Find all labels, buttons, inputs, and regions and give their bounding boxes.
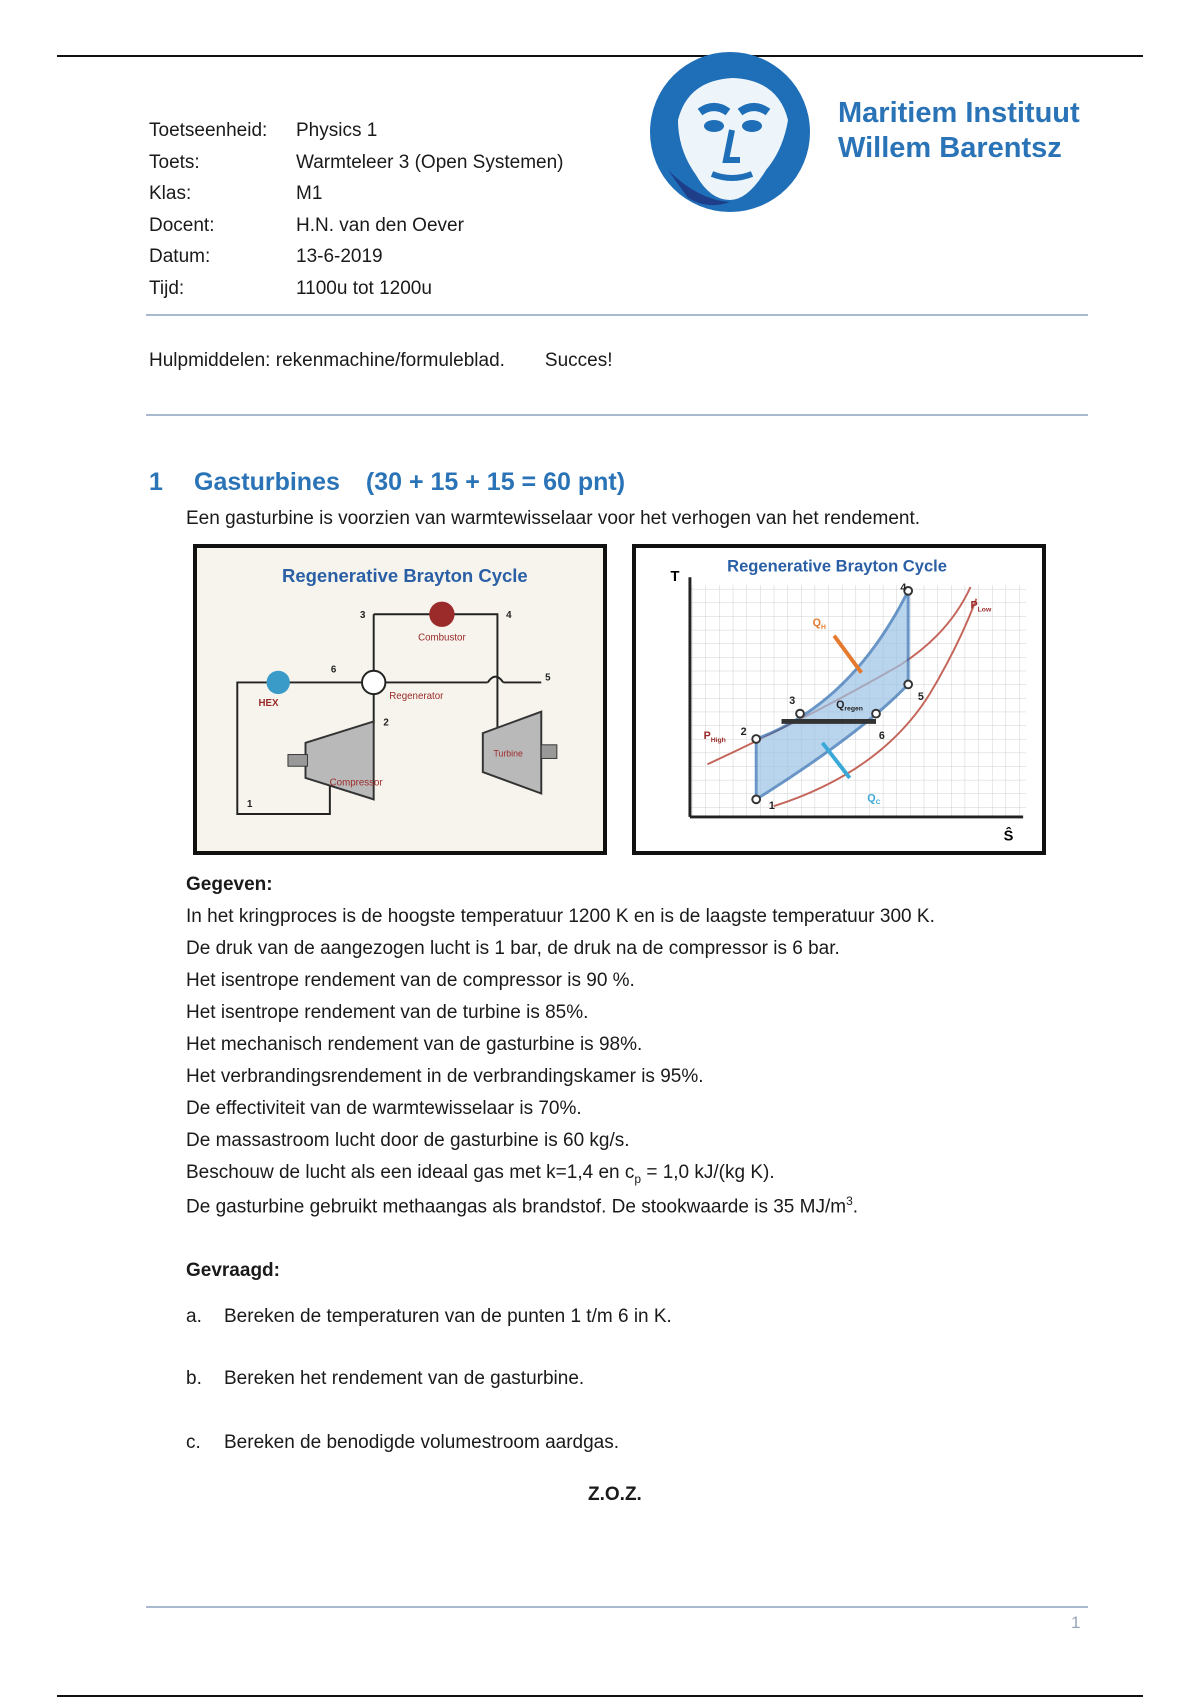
svg-text:Combustor: Combustor	[418, 632, 466, 644]
svg-text:QH: $Q_H$	[812, 616, 826, 631]
info-row-unit: Toetseenheid: Physics 1	[149, 120, 378, 141]
svg-text:6: 6	[878, 729, 885, 742]
given-line: De druk van de aangezogen lucht is 1 bar, de druk na de compressor is 6 bar.	[186, 938, 840, 959]
question-a: a. Bereken de temperaturen van de punten 1 t/m 6 in K.	[186, 1306, 672, 1327]
regenerator-icon	[362, 671, 385, 694]
svg-text:1: 1	[768, 800, 775, 813]
svg-text:Turbine: Turbine	[493, 748, 523, 759]
svg-text:4: 4	[900, 581, 907, 594]
given-section	[186, 874, 935, 1226]
question-c: c. Bereken de benodigde volumestroom aardgas.	[186, 1432, 620, 1453]
section-intro: Een gasturbine is voorzien van warmtewisselaar voor het verhogen van het rendement.	[186, 508, 921, 529]
schematic-diagram	[197, 548, 603, 851]
asked-section	[186, 1260, 672, 1454]
given-line: De massastroom lucht door de gasturbine is 60 kg/s.	[186, 1130, 630, 1151]
svg-text:Compressor: Compressor	[329, 777, 383, 789]
test-info-table	[149, 120, 564, 309]
given-line: Het mechanisch rendement van de gasturbine is 98%.	[186, 1034, 643, 1055]
given-line: Het isentrope rendement van de turbine is 85%.	[186, 1002, 589, 1023]
svg-text:3: 3	[360, 610, 366, 622]
info-row-class: Klas: M1	[149, 183, 323, 204]
svg-text:1: 1	[247, 799, 253, 811]
page-number: 1	[1071, 1613, 1081, 1632]
institute-name: Maritiem Instituut Willem Barentsz	[838, 97, 1080, 164]
combustor-icon	[429, 602, 454, 627]
divider	[146, 414, 1088, 416]
svg-text:5: 5	[545, 672, 551, 684]
info-row-test: Toets: Warmteleer 3 (Open Systemen)	[149, 151, 564, 173]
svg-text:2: 2	[383, 717, 389, 729]
svg-text:Regenerative Brayton Cycle: Regenerative Brayton Cycle	[727, 556, 947, 576]
section-heading: 1 Gasturbines (30 + 15 + 15 = 60 pnt)	[149, 468, 626, 496]
svg-text:HEX: HEX	[258, 697, 279, 709]
svg-text:4: 4	[506, 610, 512, 622]
asked-heading: Gevraagd:	[186, 1260, 280, 1281]
info-row-date: Datum: 13-6-2019	[149, 246, 383, 267]
footer-divider	[146, 1606, 1088, 1608]
given-line: In het kringproces is de hoogste temperatuur 1200 K en is de laagste temperatuur 300 K.	[186, 906, 935, 927]
svg-text:Qregen: $Q_{regen}$	[836, 698, 863, 713]
svg-text:Ŝ: Ŝ	[1003, 828, 1014, 845]
given-line: De effectiviteit van de warmtewisselaar is 70%.	[186, 1098, 582, 1119]
bottom-rule	[57, 1695, 1143, 1697]
svg-text:Regenerator: Regenerator	[389, 691, 444, 703]
question-b: b. Bereken het rendement van de gasturbine.	[186, 1368, 585, 1389]
hex-icon	[267, 671, 290, 694]
schematic-title: Regenerative Brayton Cycle	[281, 565, 528, 587]
regenerative-brayton-ts-diagram	[632, 544, 1046, 855]
given-line: Het verbrandingsrendement in de verbrandingskamer is 95%.	[186, 1066, 704, 1087]
given-line-ideal-gas: Beschouw de lucht als een ideaal gas met k=1,4 en $c_p = 1,0$ kJ/(kg K).	[186, 1162, 775, 1186]
divider	[146, 314, 1088, 316]
info-row-time: Tijd: 1100u tot 1200u	[149, 277, 432, 299]
institute-logo-icon	[648, 50, 813, 215]
svg-text:PLow: $P_{Low}$	[970, 599, 992, 614]
top-rule	[57, 55, 1143, 57]
regenerative-brayton-schematic	[193, 544, 607, 855]
given-line: Het isentrope rendement van de compressor is 90 %.	[186, 970, 635, 991]
ts-diagram	[636, 548, 1042, 851]
aids-line: Hulpmiddelen: rekenmachine/formuleblad. Succes!	[149, 350, 613, 371]
svg-text:PHigh: $P_{High}$	[703, 729, 726, 744]
svg-text:5: 5	[917, 690, 924, 703]
svg-text:2: 2	[740, 726, 747, 739]
given-heading: Gegeven:	[186, 874, 273, 895]
turn-over-note: Z.O.Z.	[588, 1484, 642, 1505]
svg-text:QC: $Q_C$	[867, 792, 881, 807]
given-line-fuel: De gasturbine gebruikt methaangas als brandstof. De stookwaarde is 35 $MJ/m^3$.	[186, 1194, 859, 1218]
svg-text:3: 3	[789, 694, 796, 707]
svg-text:T: T	[670, 569, 680, 586]
svg-text:6: 6	[330, 664, 337, 676]
info-row-teacher: Docent: H.N. van den Oever	[149, 214, 464, 236]
